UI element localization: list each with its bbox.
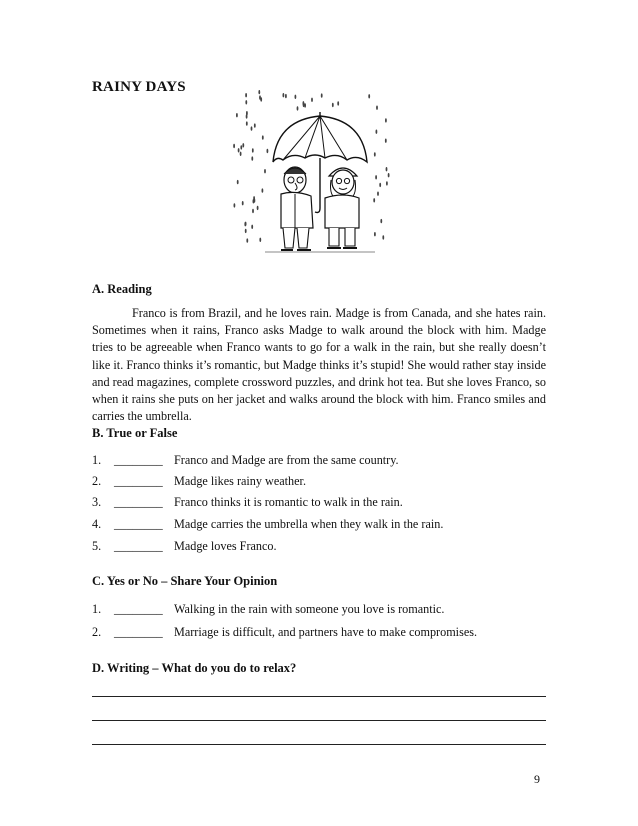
raindrop-icon <box>374 152 376 156</box>
answer-blank: ________ <box>114 495 163 509</box>
raindrop-icon <box>240 145 242 149</box>
raindrop-icon <box>253 196 255 200</box>
statement-text: Walking in the rain with someone you love is romantic. <box>174 602 445 616</box>
raindrop-icon <box>380 219 382 223</box>
raindrop-icon <box>245 93 247 97</box>
raindrop-icon <box>251 126 253 130</box>
section-b-heading: B. True or False <box>92 426 178 440</box>
raindrop-icon <box>337 101 339 105</box>
item-number: 2. <box>92 474 102 488</box>
page-title: RAINY DAYS <box>92 79 186 95</box>
raindrop-icon <box>246 111 248 115</box>
answer-blank: ________ <box>114 474 163 488</box>
raindrop-icon <box>373 198 375 202</box>
item-number: 3. <box>92 495 102 509</box>
item-number: 1. <box>92 453 102 467</box>
statement-text: Marriage is difficult, and partners have to make compromises. <box>174 625 478 639</box>
true-false-item <box>92 495 403 510</box>
item-number: 1. <box>92 602 102 616</box>
item-number: 4. <box>92 517 102 531</box>
raindrop-icon <box>382 235 384 239</box>
raindrop-icon <box>262 188 264 192</box>
raindrop-icon <box>246 121 248 125</box>
raindrop-icon <box>321 93 323 97</box>
raindrop-icon <box>376 106 378 110</box>
raindrop-icon <box>254 123 256 127</box>
raindrop-icon <box>240 152 242 156</box>
opinion-item <box>92 602 444 617</box>
answer-blank: ________ <box>114 453 163 467</box>
raindrop-icon <box>267 149 269 153</box>
raindrop-icon <box>386 181 388 185</box>
raindrop-icon <box>237 180 239 184</box>
raindrop-icon <box>303 103 305 107</box>
raindrop-icon <box>236 113 238 117</box>
section-d-heading: D. Writing – What do you do to relax? <box>92 661 297 675</box>
section-c-heading: C. Yes or No – Share Your Opinion <box>92 574 278 588</box>
raindrop-icon <box>283 93 285 97</box>
raindrop-icon <box>258 90 260 94</box>
raindrop-icon <box>251 225 253 229</box>
reading-passage: Franco is from Brazil, and he loves rain. Madge is from Canada, and she hates rain. Sometimes when it rains, Franco asks Madge to walk around the block with him. Madge tries to be agreeable when Franco wants to go for a walk in the rain, but she really doesn’t like it. Franco thinks it’s romantic, but Madge thinks it’s stupid! She would rather stay inside and read magazines, complete crossword puzzles, and drink hot tea. But she loves Franco, so when it rains she puts on her jacket and walks around the block with him. Franco smiles and carries the umbrella. <box>92 306 546 424</box>
statement-text: Madge loves Franco. <box>174 539 277 553</box>
true-false-item <box>92 474 306 489</box>
answer-blank: ________ <box>114 517 163 531</box>
couple-under-umbrella-in-rain-illustration <box>225 90 400 255</box>
raindrop-icon <box>246 238 248 242</box>
raindrop-icon <box>304 103 306 107</box>
raindrop-icon <box>252 148 254 152</box>
raindrop-icon <box>377 192 379 196</box>
raindrop-icon <box>251 156 253 160</box>
writing-line <box>92 744 546 745</box>
raindrop-icon <box>379 183 381 187</box>
answer-blank: ________ <box>114 602 163 616</box>
raindrop-icon <box>244 222 246 226</box>
raindrop-icon <box>295 95 297 99</box>
raindrop-icon <box>252 209 254 213</box>
raindrop-icon <box>385 118 387 122</box>
raindrop-icon <box>245 229 247 233</box>
statement-text: Franco thinks it is romantic to walk in the rain. <box>174 495 403 509</box>
writing-line <box>92 720 546 721</box>
raindrop-icon <box>262 135 264 139</box>
raindrop-icon <box>259 95 261 99</box>
raindrop-icon <box>233 144 235 148</box>
raindrop-icon <box>259 238 261 242</box>
answer-blank: ________ <box>114 539 163 553</box>
raindrop-icon <box>375 175 377 179</box>
writing-line <box>92 696 546 697</box>
section-a-heading: A. Reading <box>92 282 152 296</box>
raindrop-icon <box>257 206 259 210</box>
raindrop-icon <box>368 94 370 98</box>
true-false-item <box>92 539 277 554</box>
raindrop-icon <box>238 148 240 152</box>
statement-text: Madge likes rainy weather. <box>174 474 306 488</box>
raindrop-icon <box>388 173 390 177</box>
item-number: 2. <box>92 625 102 639</box>
raindrop-icon <box>311 98 313 102</box>
raindrop-icon <box>376 130 378 134</box>
raindrop-icon <box>385 139 387 143</box>
true-false-item <box>92 517 443 532</box>
page-number: 9 <box>534 772 540 786</box>
true-false-item <box>92 453 399 468</box>
raindrop-icon <box>285 94 287 98</box>
raindrop-icon <box>297 106 299 110</box>
raindrop-icon <box>234 203 236 207</box>
raindrop-icon <box>332 103 334 107</box>
raindrop-icon <box>245 100 247 104</box>
statement-text: Madge carries the umbrella when they walk in the rain. <box>174 517 444 531</box>
opinion-item <box>92 625 477 640</box>
raindrop-icon <box>264 169 266 173</box>
statement-text: Franco and Madge are from the same country. <box>174 453 399 467</box>
item-number: 5. <box>92 539 102 553</box>
raindrop-icon <box>242 201 244 205</box>
raindrop-icon <box>386 167 388 171</box>
answer-blank: ________ <box>114 625 163 639</box>
raindrop-icon <box>374 232 376 236</box>
raindrop-icon <box>242 143 244 147</box>
